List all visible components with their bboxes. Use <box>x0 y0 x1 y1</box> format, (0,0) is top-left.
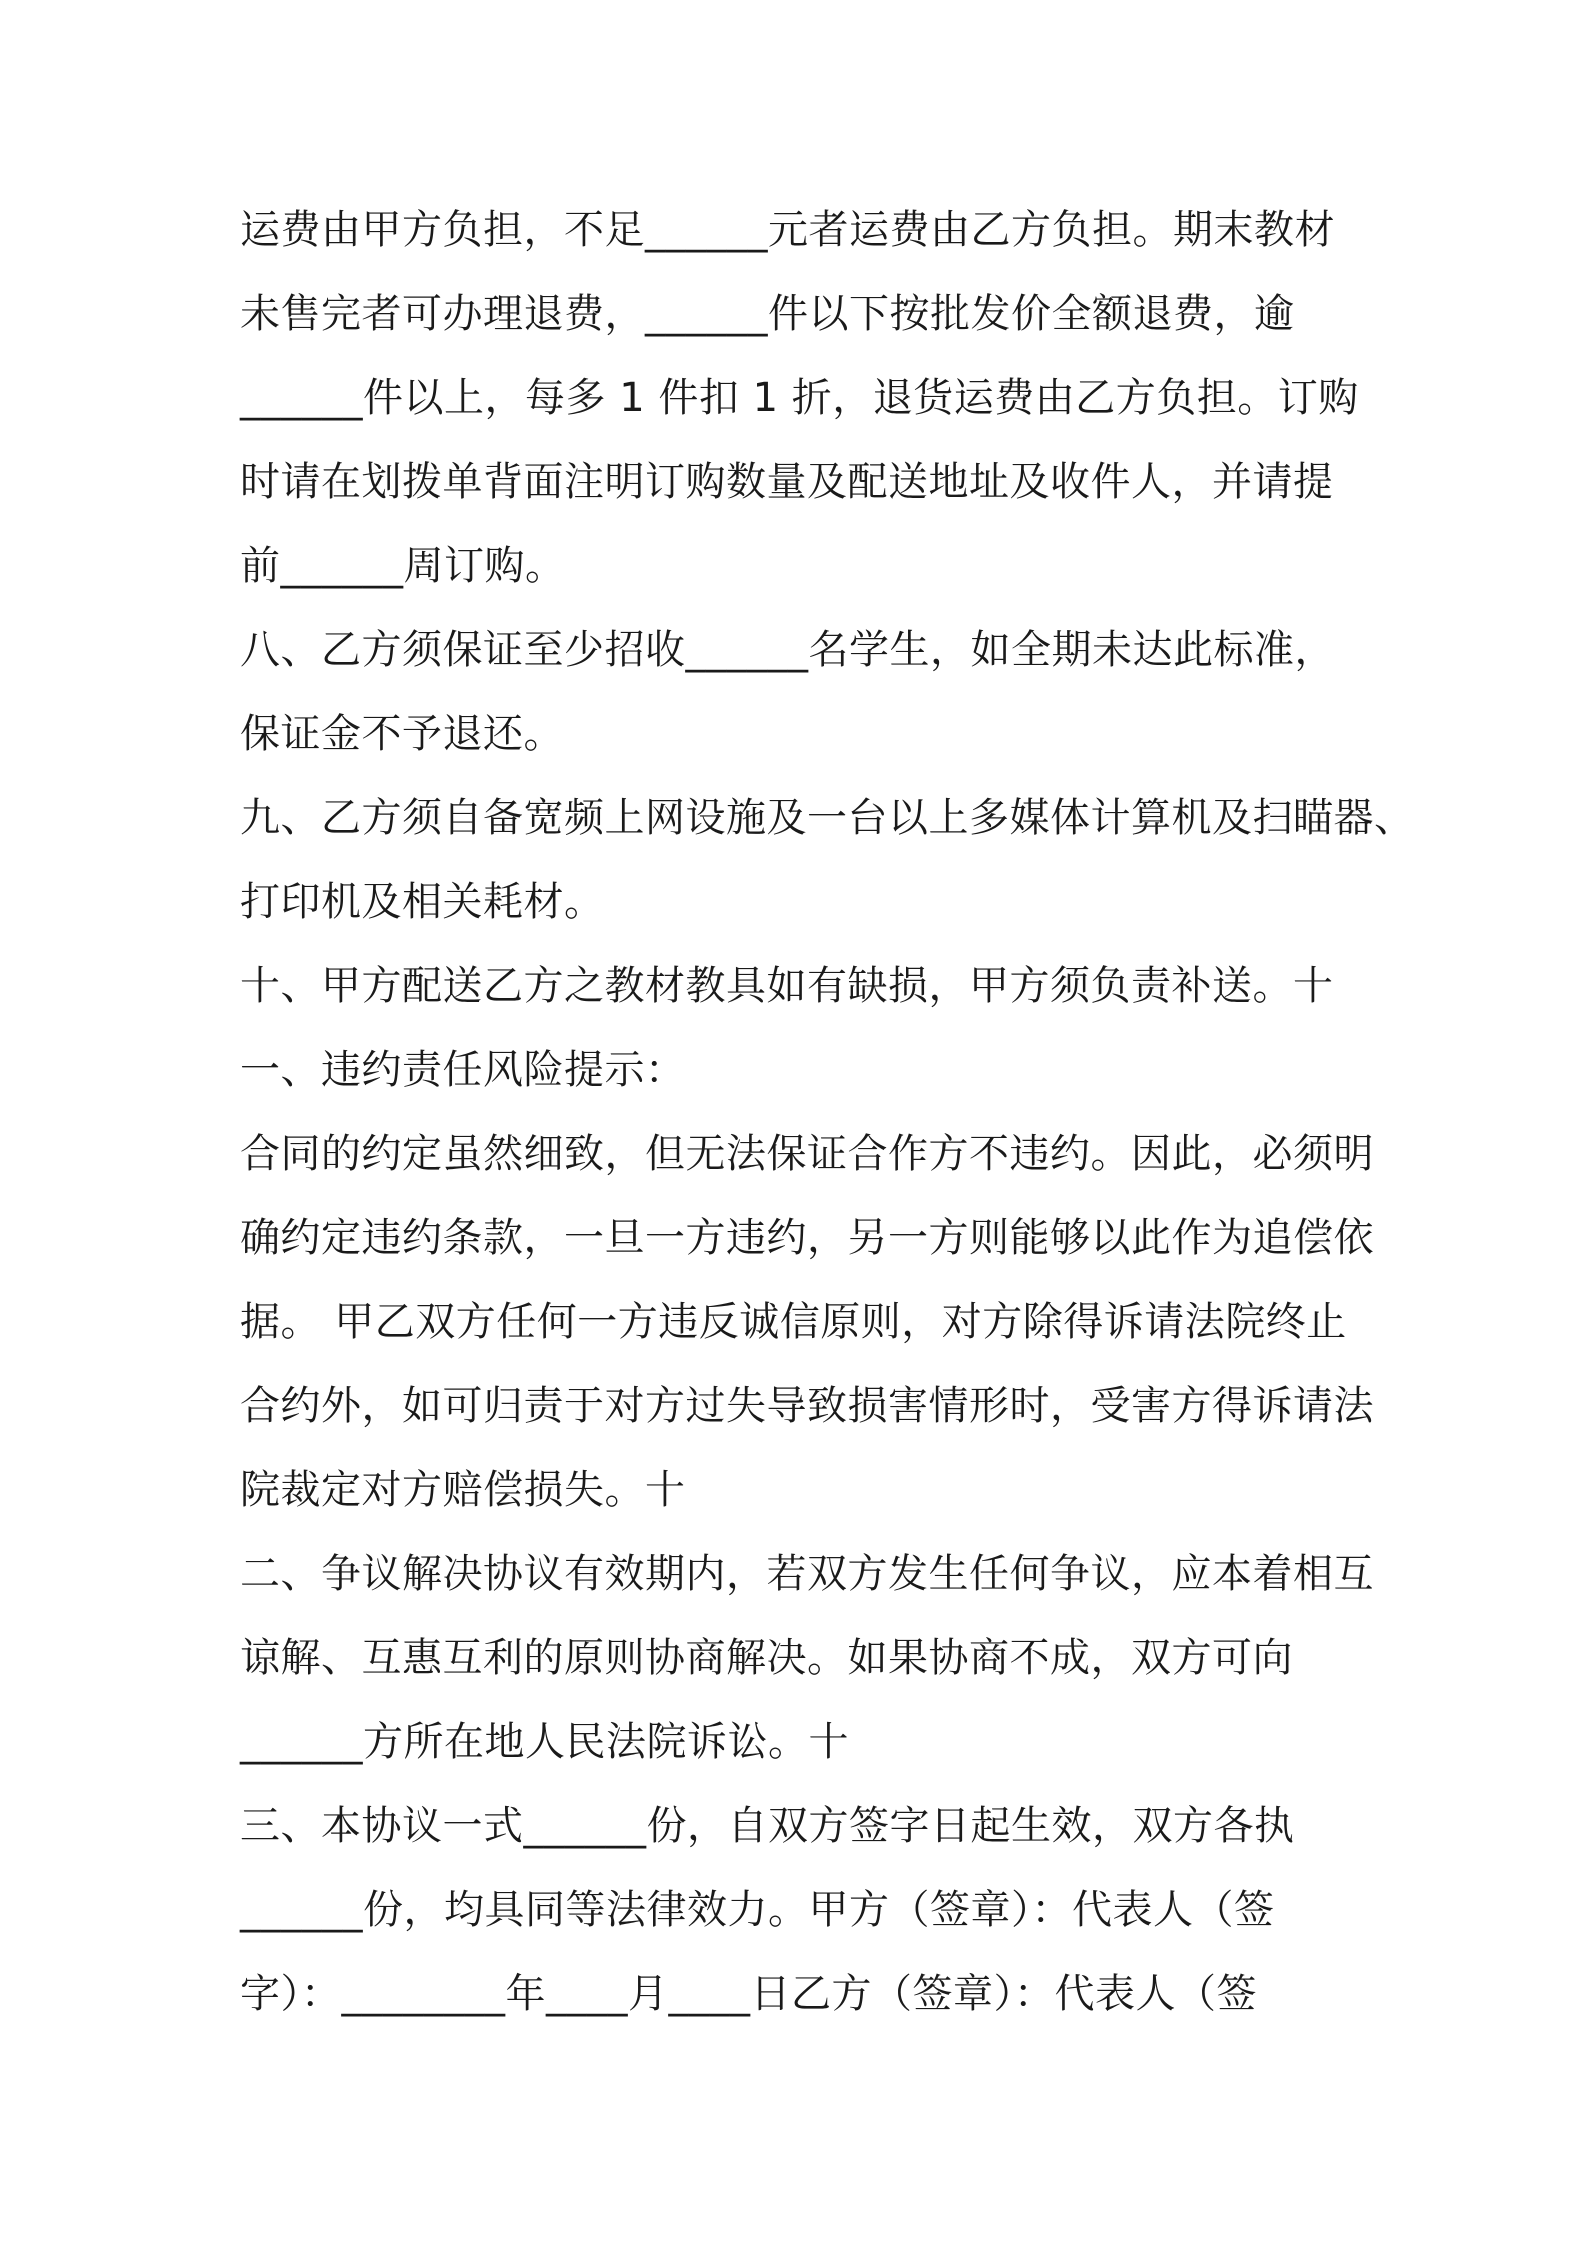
clause-9-line: 九、乙方须自备宽频上网设施及一台以上多媒体计算机及扫瞄器、 <box>240 795 1415 841</box>
text-line: 谅解、互惠互利的原则协商解决。如果协商不成，双方可向 <box>240 1635 1293 1681</box>
text-line: 院裁定对方赔偿损失。十 <box>240 1467 686 1513</box>
text-line: ______份，均具同等法律效力。甲方（签章）：代表人（签 <box>240 1887 1275 1933</box>
clause-12-line: 二、争议解决协议有效期内，若双方发生任何争议，应本着相互 <box>240 1551 1374 1597</box>
text-line: 确约定违约条款，一旦一方违约，另一方则能够以此作为追偿依 <box>240 1215 1374 1261</box>
text-line: 打印机及相关耗材。 <box>240 879 605 925</box>
text-line: 合同的约定虽然细致，但无法保证合作方不违约。因此，必须明 <box>240 1131 1374 1177</box>
text-line: 合约外，如可归责于对方过失导致损害情形时，受害方得诉请法 <box>240 1383 1374 1429</box>
text-line: 保证金不予退还。 <box>240 711 564 757</box>
text-line: 运费由甲方负担，不足______元者运费由乙方负担。期末教材 <box>240 207 1335 253</box>
clause-11-heading: 一、违约责任风险提示： <box>240 1047 686 1093</box>
clause-13-line: 三、本协议一式______份，自双方签字日起生效，双方各执 <box>240 1803 1295 1849</box>
signature-line: 字）：________年____月____日乙方（签章）：代表人（签 <box>240 1971 1257 2017</box>
clause-10-line: 十、甲方配送乙方之教材教具如有缺损，甲方须负责补送。十 <box>240 963 1334 1009</box>
text-line: ______件以上，每多 1 件扣 1 折，退货运费由乙方负担。订购 <box>240 375 1359 421</box>
text-line: 前______周订购。 <box>240 543 566 589</box>
text-line: 时请在划拨单背面注明订购数量及配送地址及收件人，并请提 <box>240 459 1334 505</box>
text-line: ______方所在地人民法院诉讼。十 <box>240 1719 849 1765</box>
text-line: 据。 甲乙双方任何一方违反诚信原则，对方除得诉请法院终止 <box>240 1299 1347 1345</box>
text-line: 未售完者可办理退费，______件以下按批发价全额退费，逾 <box>240 291 1295 337</box>
document-body <box>240 188 1415 2036</box>
clause-8-line: 八、乙方须保证至少招收______名学生，如全期未达此标准， <box>240 627 1335 673</box>
